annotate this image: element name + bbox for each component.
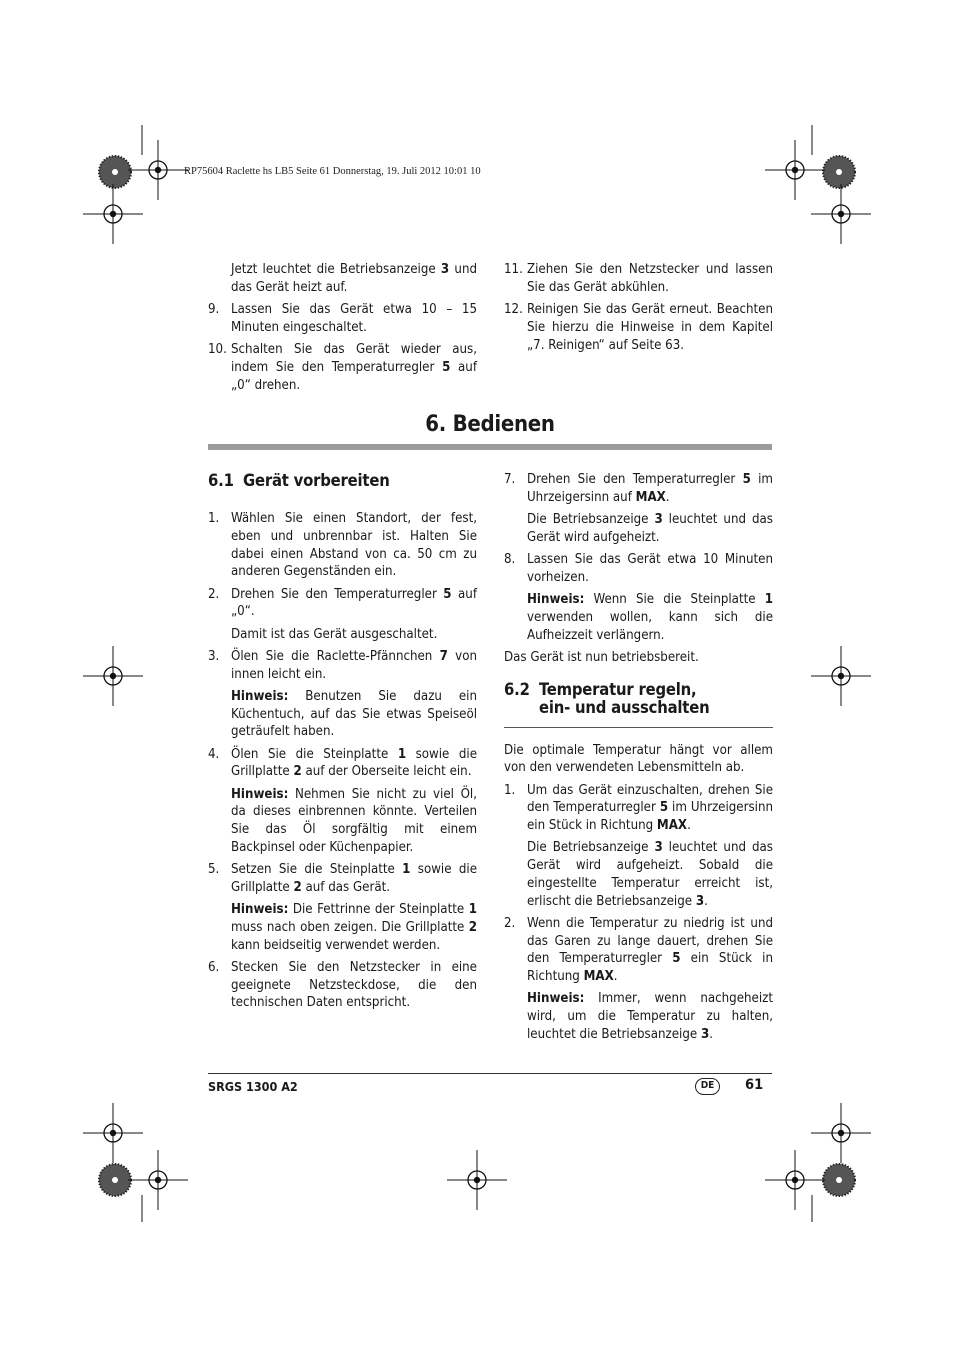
top-right-column bbox=[504, 261, 773, 359]
list-item: 2. Drehen Sie den Temperaturregler 5 auf „0“. bbox=[208, 586, 477, 620]
footer-rule bbox=[208, 1073, 772, 1074]
list-item: 11. Ziehen Sie den Netzstecker und lassen Sie das Gerät abkühlen. bbox=[504, 262, 773, 295]
list-item: 7. Drehen Sie den Temperaturregler 5 im Uhrzeigersinn auf MAX. bbox=[504, 472, 773, 505]
ready-paragraph: Das Gerät ist nun betriebsbereit. bbox=[504, 649, 699, 665]
reg-cross-6 bbox=[811, 646, 871, 706]
reg-wheel-bottom-right bbox=[823, 1164, 855, 1196]
language-badge: DE bbox=[695, 1078, 720, 1095]
reg-cross-5 bbox=[83, 646, 143, 706]
reg-wheel-top-right bbox=[823, 156, 855, 188]
section-right-column bbox=[504, 471, 773, 1048]
list-item: 6. Stecken Sie den Netzstecker in eine geeignete Netzsteckdose, die den technischen Daten entspricht. bbox=[208, 959, 477, 1011]
intro-paragraph: Die optimale Temperatur hängt vor allem von den verwendeten Lebensmitteln ab. bbox=[504, 742, 773, 776]
list-item: 9. Lassen Sie das Gerät etwa 10 – 15 Minuten eingeschaltet. bbox=[208, 301, 477, 335]
hint-paragraph: Hinweis: Benutzen Sie dazu ein Küchentuch, auf das Sie etwas Speiseöl geträufelt haben. bbox=[231, 688, 477, 740]
reg-wheel-top-left bbox=[99, 156, 131, 188]
reg-cross-9 bbox=[128, 1150, 188, 1210]
hint-paragraph: Hinweis: Nehmen Sie nicht zu viel Öl, da dieses einbrennen könnte. Verteilen Sie das Öl sorgfältig mit einem Backpinsel oder Küchenpapier. bbox=[231, 786, 477, 855]
list-item: 3. Ölen Sie die Raclette-Pfännchen 7 von innen leicht ein. bbox=[208, 648, 477, 682]
reg-cross-3 bbox=[83, 184, 143, 244]
section-heading-6-2: 6.2 Temperatur regeln, ein- und ausschalten bbox=[504, 679, 710, 717]
reg-cross-2 bbox=[765, 140, 825, 200]
top-left-column bbox=[208, 261, 477, 399]
chapter-title: 6. Bedienen bbox=[425, 412, 555, 437]
list-item: 10. Schalten Sie das Gerät wieder aus, indem Sie den Temperaturregler 5 auf „0“ drehen. bbox=[208, 341, 477, 393]
reg-cross-8 bbox=[811, 1103, 871, 1163]
page-number: 61 bbox=[745, 1077, 764, 1093]
hint-paragraph: Hinweis: Immer, wenn nachgeheizt wird, um die Temperatur zu halten, leuchtet die Betriebsanzeige 3. bbox=[527, 991, 773, 1043]
section-heading-6-1: 6.1 Gerät vorbereiten bbox=[208, 471, 390, 490]
reg-wheel-bottom-left bbox=[99, 1164, 131, 1196]
print-slug: RP75604 Raclette hs LB5 Seite 61 Donnerstag, 19. Juli 2012 10:01 10 bbox=[184, 166, 481, 177]
list-item: 2. Wenn die Temperatur zu niedrig ist und das Garen zu lange dauert, drehen Sie den Temperaturregler 5 ein Stück in Richtung MAX. bbox=[504, 915, 773, 985]
reg-cross-10 bbox=[447, 1150, 507, 1210]
list-item: 4. Ölen Sie die Steinplatte 1 sowie die Grillplatte 2 auf der Oberseite leicht ein. bbox=[208, 746, 477, 780]
reg-cross-1 bbox=[128, 140, 188, 200]
reg-cross-7 bbox=[83, 1103, 143, 1163]
list-item: 5. Setzen Sie die Steinplatte 1 sowie die Grillplatte 2 auf das Gerät. bbox=[208, 862, 477, 895]
note-paragraph: Die Betriebsanzeige 3 leuchtet und das Gerät wird aufgeheizt. Sobald die eingestellte Temperatur erreicht ist, erlischt die Betriebsanzeige 3. bbox=[527, 840, 773, 909]
hint-paragraph: Hinweis: Wenn Sie die Steinplatte 1 verwenden wollen, kann sich die Aufheizzeit verlängern. bbox=[527, 591, 773, 643]
list-item: 8. Lassen Sie das Gerät etwa 10 Minuten vorheizen. bbox=[504, 551, 773, 585]
section-6-1-left bbox=[208, 472, 477, 1017]
list-item: 1. Wählen Sie einen Standort, der fest, eben und unbrennbar ist. Halten Sie dabei einen Abstand von ca. 50 cm zu anderen Gegenständen ein. bbox=[208, 511, 477, 580]
continuation-paragraph: Jetzt leuchtet die Betriebsanzeige 3 und das Gerät heizt auf. bbox=[231, 262, 478, 295]
note-paragraph: Die Betriebsanzeige 3 leuchtet und das Gerät wird aufgeheizt. bbox=[527, 511, 773, 545]
reg-cross-11 bbox=[765, 1150, 825, 1210]
chapter-title-rule bbox=[208, 444, 772, 450]
note-paragraph: Damit ist das Gerät ausgeschaltet. bbox=[231, 626, 438, 642]
reg-cross-4 bbox=[811, 184, 871, 244]
list-item: 1. Um das Gerät einzuschalten, drehen Sie den Temperaturregler 5 im Uhrzeigersinn ein Stück in Richtung MAX. bbox=[504, 782, 773, 834]
list-item: 12. Reinigen Sie das Gerät erneut. Beachten Sie hierzu die Hinweise in dem Kapitel „7. Reinigen“ auf Seite 63. bbox=[504, 301, 773, 353]
hint-paragraph: Hinweis: Die Fettrinne der Steinplatte 1 muss nach oben zeigen. Die Grillplatte 2 kann beidseitig verwendet werden. bbox=[231, 902, 477, 953]
footer-model: SRGS 1300 A2 bbox=[208, 1079, 298, 1094]
section-rule bbox=[504, 727, 773, 728]
